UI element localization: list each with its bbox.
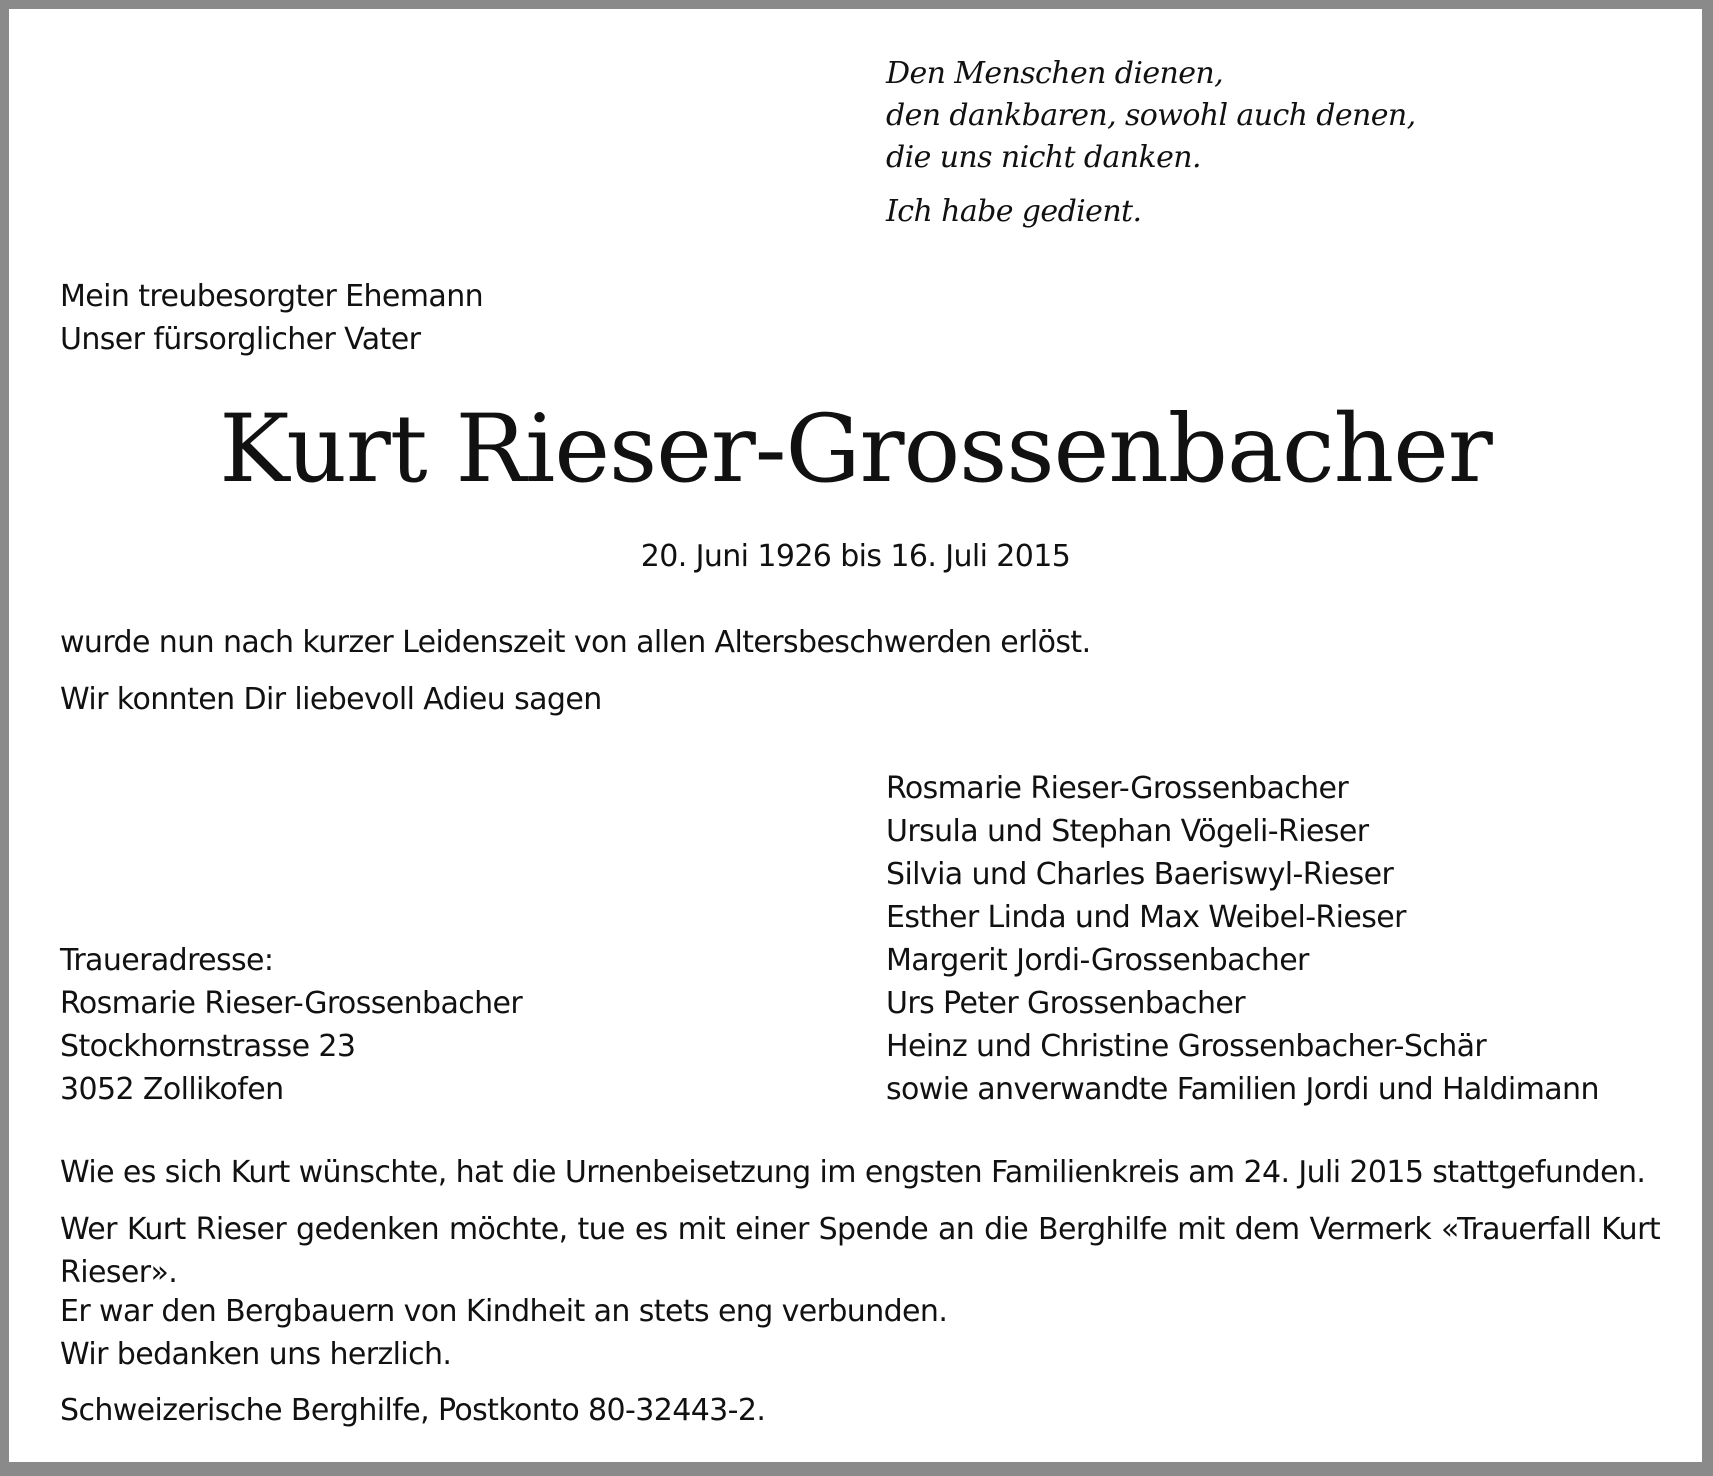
mourner-name: Urs Peter Grossenbacher (886, 986, 1245, 1021)
mourner-name: Esther Linda und Max Weibel-Rieser (886, 900, 1406, 935)
message-line: Wir konnten Dir liebevoll Adieu sagen (60, 682, 602, 717)
motto-quote (886, 53, 1416, 233)
intro-line: Unser fürsorglicher Vater (60, 322, 421, 357)
donation-account: Schweizerische Berghilfe, Postkonto 80-32443-2. (60, 1393, 766, 1428)
intro-lines (60, 275, 483, 361)
motto-line: die uns nicht danken. (886, 140, 1201, 175)
intro-line: Mein treubesorgter Ehemann (60, 279, 484, 314)
thanks-note: Wir bedanken uns herzlich. (60, 1337, 452, 1372)
bond-note: Er war den Bergbauern von Kindheit an stets eng verbunden. (60, 1294, 948, 1329)
life-dates: 20. Juni 1926 bis 16. Juli 2015 (640, 539, 1071, 574)
address-name: Rosmarie Rieser-Grossenbacher (60, 986, 523, 1021)
address-label: Traueradresse: (60, 943, 274, 978)
mourner-name: Heinz und Christine Grossenbacher-Schär (886, 1029, 1487, 1064)
mourner-name: Ursula und Stephan Vögeli-Rieser (886, 814, 1369, 849)
deceased-name: Kurt Rieser-Grossenbacher (219, 395, 1492, 504)
mourner-name: Silvia und Charles Baeriswyl-Rieser (886, 857, 1394, 892)
mourner-name: Rosmarie Rieser-Grossenbacher (886, 771, 1349, 806)
address-city: 3052 Zollikofen (60, 1072, 284, 1107)
address-street: Stockhornstrasse 23 (60, 1029, 356, 1064)
mourner-name: sowie anverwandte Familien Jordi und Haldimann (886, 1072, 1599, 1107)
burial-note: Wie es sich Kurt wünschte, hat die Urnenbeisetzung im engsten Familienkreis am 24. Juli 2015 stattgefunden. (60, 1155, 1646, 1190)
message-line: wurde nun nach kurzer Leidenszeit von allen Altersbeschwerden erlöst. (60, 625, 1091, 660)
mourner-name: Margerit Jordi-Grossenbacher (886, 943, 1309, 978)
motto-line: Den Menschen dienen, (886, 56, 1224, 91)
mourning-address (60, 939, 522, 1111)
motto-line: Ich habe gedient. (886, 194, 1142, 229)
motto-line: den dankbaren, sowohl auch denen, (886, 98, 1416, 133)
donation-note: Wer Kurt Rieser gedenken möchte, tue es mit einer Spende an die Berghilfe mit dem Vermerk «Trauerfall Kurt Rieser». (60, 1212, 1660, 1290)
mourners-list (886, 767, 1599, 1111)
obituary-notice (9, 9, 1702, 1462)
